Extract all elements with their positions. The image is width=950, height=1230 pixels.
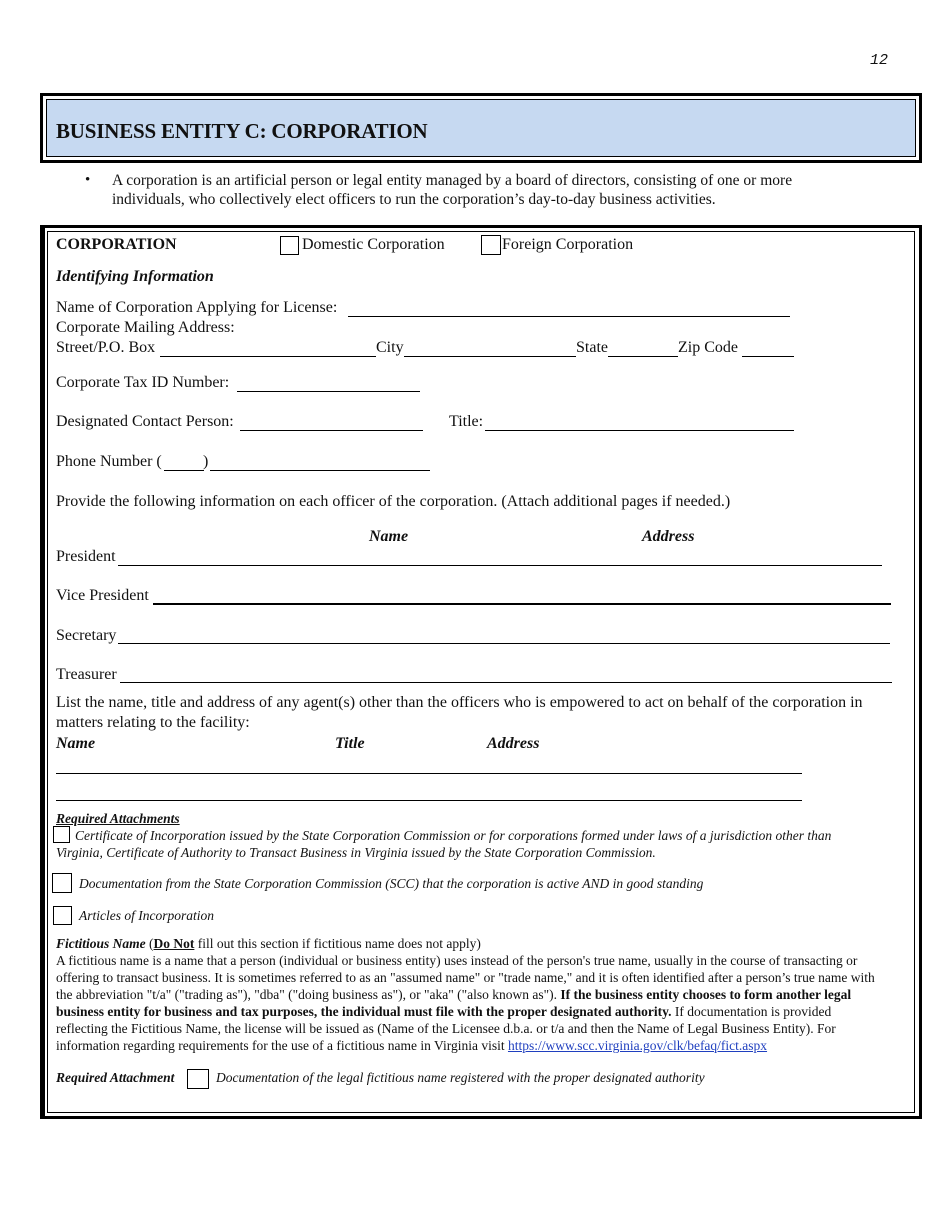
foreign-checkbox[interactable] <box>481 235 501 255</box>
contact-label: Designated Contact Person: <box>56 413 234 430</box>
section-label: CORPORATION <box>56 236 177 253</box>
identifying-info-heading: Identifying Information <box>56 268 214 285</box>
fictitious-body-2: If documentation is provided reflecting the Fictitious Name, the license will be issued as (Name of the Licensee d.b.a. or t/a and then the Name of Legal Business Entity). For information regarding requirements for the use of a fictitious name in Virginia visit <box>56 1004 836 1053</box>
foreign-label: Foreign Corporation <box>502 236 634 253</box>
articles-text: Articles of Incorporation <box>79 908 214 923</box>
officers-address-header: Address <box>642 528 695 545</box>
fictitious-checkbox[interactable] <box>187 1069 209 1089</box>
contact-field[interactable] <box>240 430 423 431</box>
attachments-heading: Required Attachments <box>56 811 180 826</box>
officers-intro: Provide the following information on each officer of the corporation. (Attach additional pages if needed.) <box>56 493 731 510</box>
officer-treasurer-field[interactable] <box>120 682 892 683</box>
fictitious-required-label: Required Attachment <box>56 1070 175 1085</box>
agents-address-header: Address <box>487 735 540 752</box>
tax-id-label: Corporate Tax ID Number: <box>56 374 230 391</box>
corp-name-field[interactable] <box>348 316 790 317</box>
fictitious-body-1: A fictitious name is a name that a person (individual or business entity) uses instead of the person's true name, usually in the course of transacting or offering to transact business. It is sometimes referred to as an "assumed name" or "trade name," and it is often identified after a person’s true name with the abbreviation "t/a" ("trading as"), "dba" ("doing business as"), or "aka" ("also known as"). <box>56 953 875 1002</box>
phone-field[interactable] <box>210 470 430 471</box>
intro-text: A corporation is an artificial person or legal entity managed by a board of directors, consisting of one or more individuals, who collectively elect officers to run the corporation’s day-to-day business activities. <box>112 172 793 208</box>
officer-president-field[interactable] <box>118 565 882 566</box>
officers-name-header: Name <box>369 528 409 545</box>
fictitious-heading-line <box>56 936 481 952</box>
zip-field[interactable] <box>742 356 794 357</box>
street-label: Street/P.O. Box <box>56 339 156 356</box>
fictitious-bold-text: If the business entity chooses to form another legal business entity for business and tax purposes, the individual must file with the proper designated authority. <box>56 987 852 1019</box>
scc-checkbox[interactable] <box>52 873 72 893</box>
title-field[interactable] <box>485 430 794 431</box>
phone-area-field[interactable] <box>164 470 204 471</box>
domestic-checkbox[interactable] <box>280 236 299 255</box>
fictitious-paren: ( <box>149 936 154 951</box>
officer-president-label: President <box>56 548 116 565</box>
cert-text: Certificate of Incorporation issued by the State Corporation Commission or for corporations formed under laws of a jurisdiction other than Virginia, Certificate of Authority to Transact Business in Virginia issued by the State Corporation Commission. <box>56 828 832 860</box>
officer-treasurer-label: Treasurer <box>56 666 117 683</box>
agent-line-2[interactable] <box>56 800 802 801</box>
officer-secretary-field[interactable] <box>118 643 890 644</box>
agents-name-header: Name <box>56 735 96 752</box>
fictitious-body <box>56 952 876 1054</box>
phone-paren: ) <box>203 453 209 470</box>
officer-vice-president-label: Vice President <box>56 587 149 604</box>
state-label: State <box>576 339 608 356</box>
fictitious-link[interactable]: https://www.scc.virginia.gov/clk/befaq/fict.aspx <box>507 1038 768 1053</box>
page-title: BUSINESS ENTITY C: CORPORATION <box>56 119 428 143</box>
scc-text: Documentation from the State Corporation Commission (SCC) that the corporation is active AND in good standing <box>79 876 704 891</box>
bullet-marker: • <box>85 172 91 188</box>
agents-intro: List the name, title and address of any agent(s) other than the officers who is empowered to act on behalf of the corporation in matters relating to the facility: <box>56 694 863 731</box>
title-label: Title: <box>449 413 484 430</box>
domestic-label: Domestic Corporation <box>302 236 445 253</box>
city-label: City <box>376 339 404 356</box>
city-field[interactable] <box>404 356 576 357</box>
fictitious-heading: Fictitious Name <box>56 936 146 951</box>
agents-title-header: Title <box>335 735 365 752</box>
agent-line-1[interactable] <box>56 773 802 774</box>
corp-name-label: Name of Corporation Applying for License: <box>56 299 338 316</box>
mailing-address-label: Corporate Mailing Address: <box>56 319 235 336</box>
street-field[interactable] <box>160 356 376 357</box>
fictitious-note: fill out this section if fictitious name does not apply) <box>194 936 481 951</box>
state-field[interactable] <box>608 356 678 357</box>
page-number: 12 <box>870 52 889 69</box>
officer-secretary-label: Secretary <box>56 627 117 644</box>
do-not-text: Do Not <box>153 936 195 951</box>
tax-id-field[interactable] <box>237 391 420 392</box>
fictitious-required-text: Documentation of the legal fictitious name registered with the proper designated authority <box>216 1070 705 1085</box>
zip-label: Zip Code <box>678 339 738 356</box>
officer-vice-president-field[interactable] <box>153 603 891 605</box>
phone-label: Phone Number ( <box>56 453 162 470</box>
articles-checkbox[interactable] <box>53 906 72 925</box>
